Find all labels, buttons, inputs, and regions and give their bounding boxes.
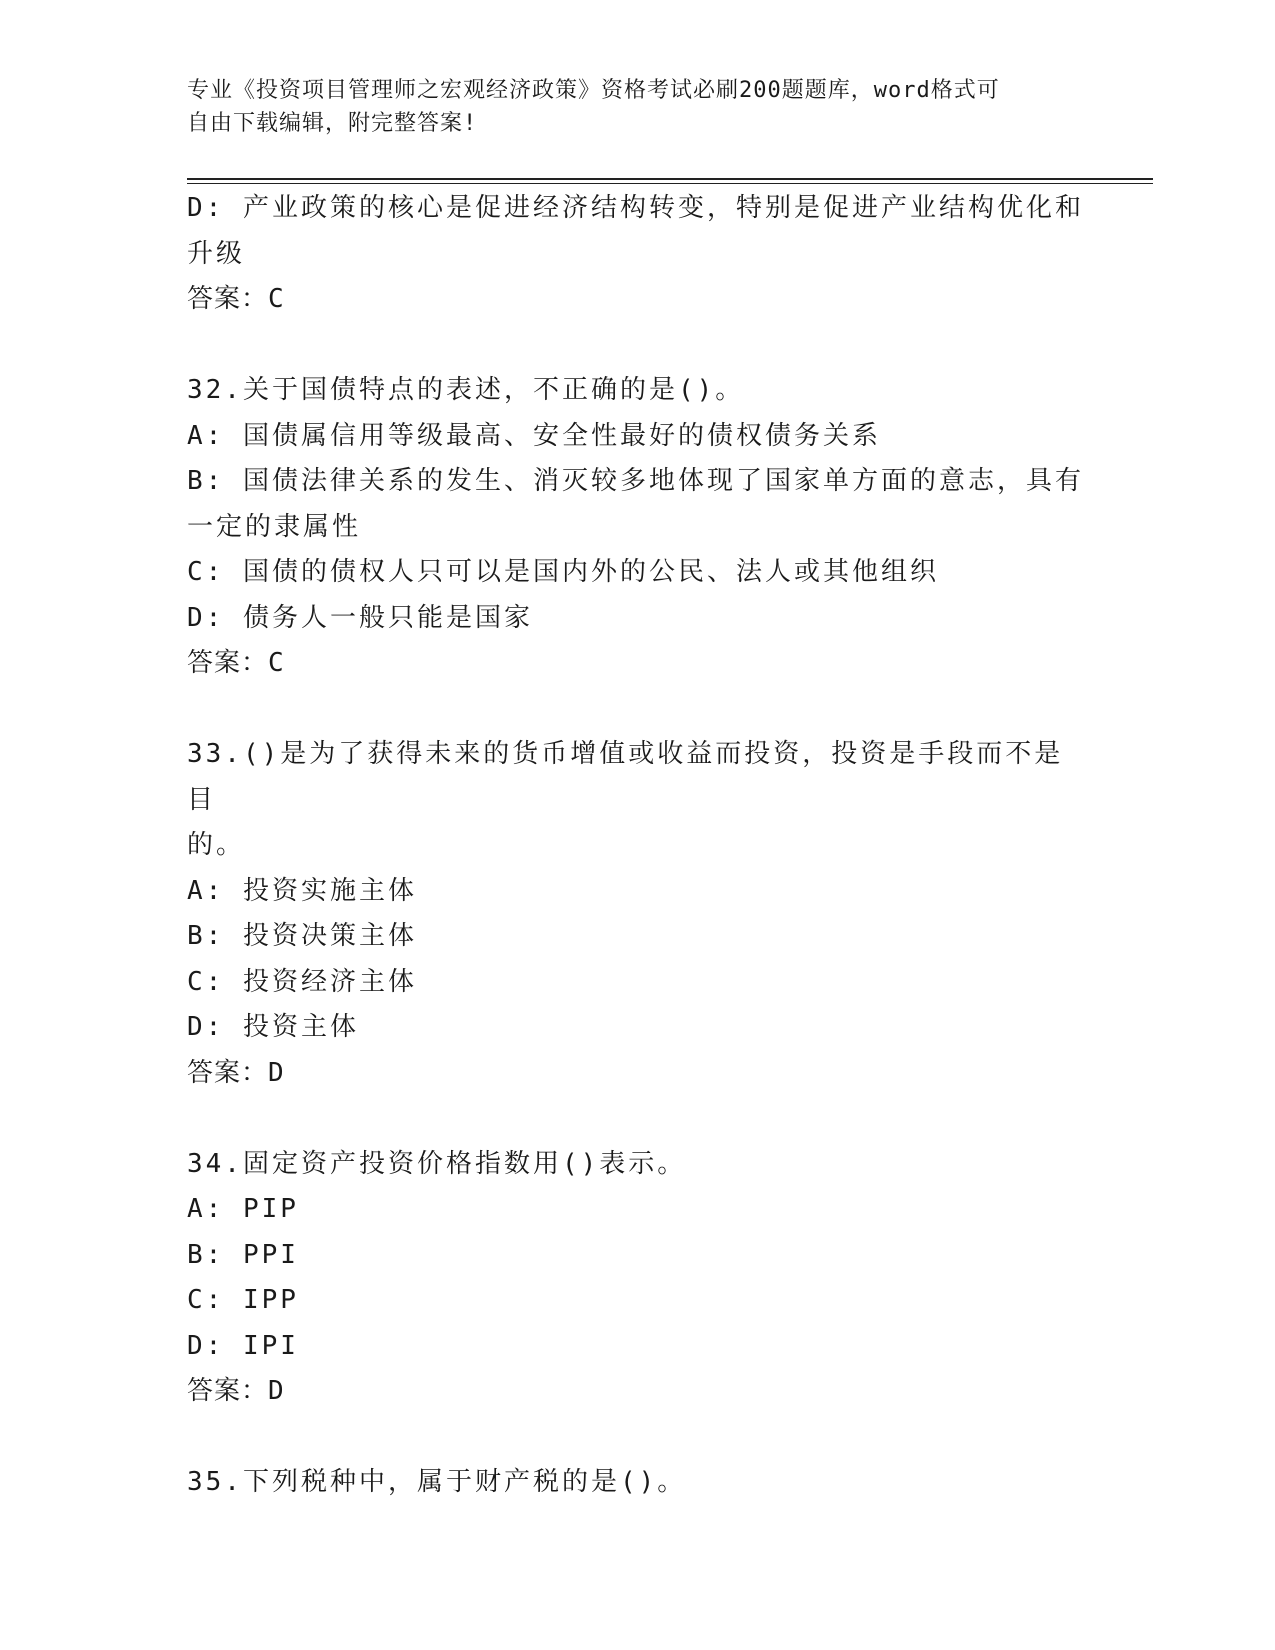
option-a: A: 投资实施主体: [187, 875, 417, 906]
option-a: A: 国债属信用等级最高、安全性最好的债权债务关系: [187, 420, 881, 451]
option-d: D: IPI: [187, 1330, 299, 1361]
spacer: [187, 1415, 1087, 1461]
option-c: C: IPP: [187, 1285, 299, 1315]
spacer: [187, 323, 1087, 369]
answer: 答案：D: [187, 1057, 285, 1088]
option-b: B: 投资决策主体: [187, 921, 417, 951]
option-c: C: 国债的债权人只可以是国内外的公民、法人或其他组织: [187, 557, 939, 587]
option-b: B: 国债法律关系的发生、消灭较多地体现了国家单方面的意志，具有: [187, 466, 1084, 496]
header-title-line-1: 专业《投资项目管理师之宏观经济政策》资格考试必刷200题题库，word格式可: [187, 78, 1000, 103]
question-stem: 35.下列税种中，属于财产税的是()。: [187, 1467, 687, 1497]
question-stem: 32.关于国债特点的表述，不正确的是()。: [187, 375, 745, 405]
question-34: [187, 1142, 1087, 1415]
option-d: D: 债务人一般只能是国家: [187, 602, 533, 633]
question-stem: 33.()是为了获得未来的货币增值或收益而投资，投资是手段而不是目: [187, 739, 1064, 815]
option-d: D: 产业政策的核心是促进经济结构转变，特别是促进产业结构优化和: [187, 193, 1084, 223]
answer: 答案：C: [187, 648, 285, 678]
spacer: [187, 1096, 1087, 1142]
question-32: [187, 368, 1087, 687]
question-stem: 34.固定资产投资价格指数用()表示。: [187, 1148, 687, 1179]
option-d-wrap: 升级: [187, 238, 246, 269]
question-31-continuation: [187, 186, 1087, 323]
question-35: [187, 1460, 1087, 1506]
option-a: A: PIP: [187, 1194, 299, 1224]
header-divider-thick: [187, 178, 1153, 180]
header-title-line-2: 自由下载编辑，附完整答案!: [187, 111, 478, 136]
spacer: [187, 687, 1087, 733]
question-list: [187, 186, 1087, 1506]
answer: 答案：D: [187, 1376, 285, 1406]
document-header: [187, 74, 1067, 140]
question-33: [187, 732, 1087, 1096]
option-d: D: 投资主体: [187, 1012, 359, 1042]
option-b: B: PPI: [187, 1239, 299, 1270]
answer: 答案：C: [187, 284, 285, 314]
option-c: C: 投资经济主体: [187, 966, 417, 997]
question-stem-wrap: 的。: [187, 830, 246, 860]
option-b-wrap: 一定的隶属性: [187, 511, 362, 542]
header-divider-thin: [187, 183, 1153, 184]
